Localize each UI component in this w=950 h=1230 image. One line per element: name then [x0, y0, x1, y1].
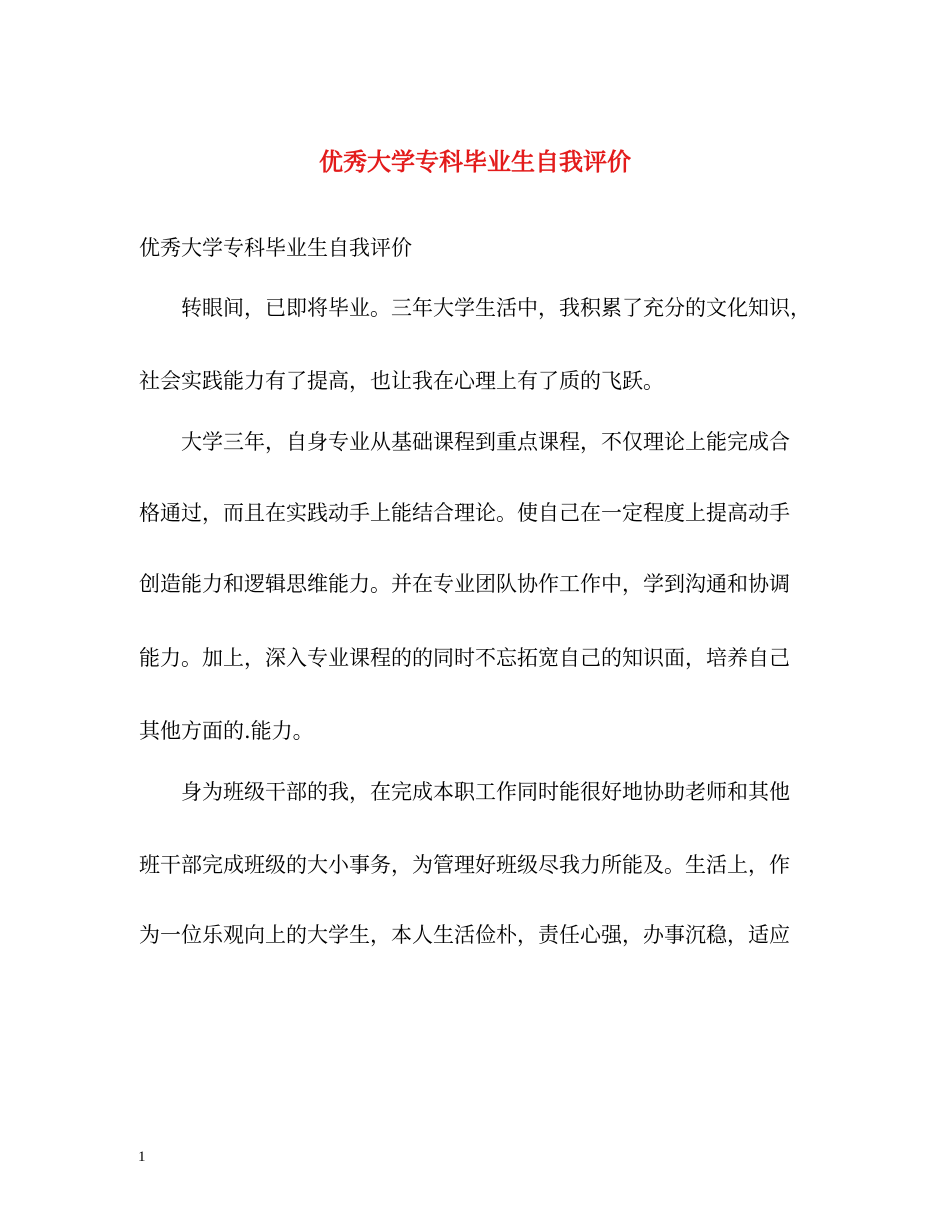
- paragraph-line: 能力。加上，深入专业课程的的同时不忘拓宽自己的知识面，培养自己: [139, 646, 790, 670]
- page-number: 1: [138, 1149, 146, 1165]
- paragraph-line: 转眼间，已即将毕业。三年大学生活中，我积累了充分的文化知识，: [181, 296, 811, 320]
- paragraph-line: 创造能力和逻辑思维能力。并在专业团队协作工作中，学到沟通和协调: [139, 572, 790, 596]
- paragraph-line: 为一位乐观向上的大学生，本人生活俭朴，责任心强，办事沉稳，适应: [139, 923, 790, 947]
- paragraph-line: 社会实践能力有了提高，也让我在心理上有了质的飞跃。: [139, 369, 664, 393]
- document-subtitle: 优秀大学专科毕业生自我评价: [139, 236, 412, 260]
- paragraph-line: 格通过，而且在实践动手上能结合理论。使自己在一定程度上提高动手: [139, 501, 790, 525]
- paragraph-line: 其他方面的.能力。: [139, 719, 314, 743]
- paragraph-line: 大学三年，自身专业从基础课程到重点课程，不仅理论上能完成合: [181, 430, 790, 454]
- paragraph-line: 身为班级干部的我，在完成本职工作同时能很好地协助老师和其他: [181, 780, 790, 804]
- document-title: 优秀大学专科毕业生自我评价: [319, 147, 631, 176]
- paragraph-line: 班干部完成班级的大小事务，为管理好班级尽我力所能及。生活上，作: [139, 853, 790, 877]
